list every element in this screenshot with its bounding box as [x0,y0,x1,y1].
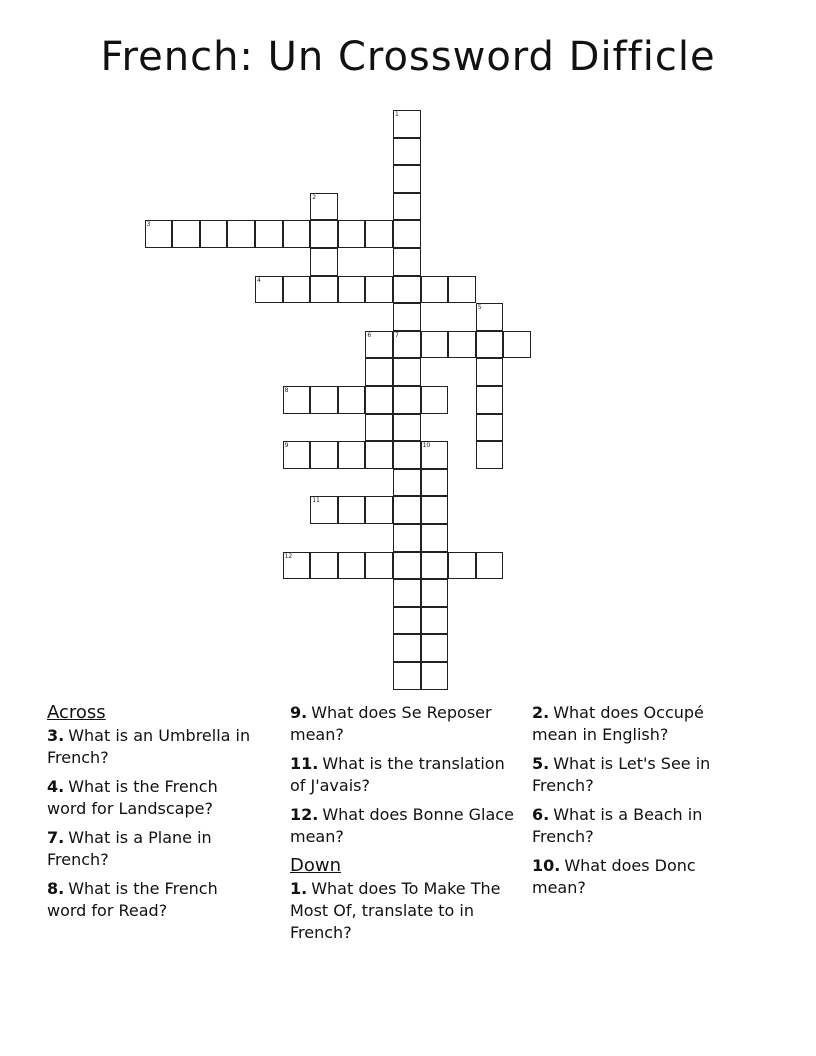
grid-cell[interactable] [421,276,449,304]
grid-cell[interactable] [283,552,311,580]
grid-cell[interactable] [200,220,228,248]
grid-cell[interactable] [338,220,366,248]
cell-number: 3 [146,221,151,229]
grid-cell[interactable] [283,220,311,248]
grid-cell[interactable] [310,220,338,248]
clue-text: What is the translation of J'avais? [290,754,505,795]
grid-cell[interactable] [393,469,421,497]
grid-cell[interactable] [421,552,449,580]
grid-cell[interactable] [448,276,476,304]
grid-cell[interactable] [421,634,449,662]
cell-number: 1 [395,111,399,118]
clue-item [532,855,752,899]
grid-cell[interactable] [448,331,476,359]
grid-cell[interactable] [365,386,393,414]
grid-cell[interactable] [227,220,255,248]
grid-cell[interactable] [338,552,366,580]
grid-cell[interactable] [393,496,421,524]
clue-text: What is the French word for Landscape? [47,777,218,818]
grid-cell[interactable] [172,220,200,248]
grid-cell[interactable] [421,386,449,414]
clue-number: 9. [290,703,308,722]
grid-cell[interactable] [476,414,504,442]
clues-column-2 [290,702,525,951]
grid-cell[interactable] [421,441,449,469]
clue-text: What is a Beach in French? [532,805,703,846]
clue-item [47,725,262,769]
grid-cell[interactable] [393,276,421,304]
clues-column-1 [47,702,262,929]
cell-number: 5 [477,304,482,312]
clue-number: 6. [532,805,550,824]
clue-item [290,878,525,944]
clue-text: What does Bonne Glace mean? [290,805,514,846]
grid-cell[interactable] [476,552,504,580]
grid-cell[interactable] [503,331,531,359]
clue-list [532,702,752,899]
grid-cell[interactable] [310,386,338,414]
cell-number: 10 [422,442,431,450]
grid-cell[interactable] [310,552,338,580]
clues-column-3 [532,702,752,906]
grid-cell[interactable] [393,138,421,166]
clue-item [47,827,262,871]
grid-cell[interactable] [310,276,338,304]
grid-cell[interactable] [310,193,338,221]
grid-cell[interactable] [393,414,421,442]
cell-number: 7 [395,331,399,339]
grid-cell[interactable] [255,220,283,248]
grid-cell[interactable] [393,634,421,662]
grid-cell[interactable] [365,331,393,359]
clue-text: What does Donc mean? [532,856,696,897]
cell-number: 12 [284,552,293,560]
clue-item [290,702,525,746]
clue-list [47,725,262,922]
clue-text: What does To Make The Most Of, translate to in French? [290,879,501,942]
clue-text: What does Occupé mean in English? [532,703,704,744]
grid-cell[interactable] [393,110,421,138]
grid-cell[interactable] [421,524,449,552]
clue-number: 8. [47,879,65,898]
grid-cell[interactable] [310,496,338,524]
grid-cell[interactable] [393,579,421,607]
clue-number: 12. [290,805,319,824]
clue-list [290,878,525,944]
clue-text: What is the French word for Read? [47,879,218,920]
clue-item [47,776,262,820]
clue-number: 4. [47,777,65,796]
clue-text: What is an Umbrella in French? [47,726,251,767]
grid-cell[interactable] [393,607,421,635]
clue-item [532,753,752,797]
grid-cell[interactable] [393,303,421,331]
clue-number: 7. [47,828,65,847]
grid-cell[interactable] [338,496,366,524]
clue-item [290,753,525,797]
clue-number: 1. [290,879,308,898]
clue-item [290,804,525,848]
grid-cell[interactable] [145,220,173,248]
clue-number: 2. [532,703,550,722]
clue-item [532,804,752,848]
clue-text: What is Let's See in French? [532,754,711,795]
grid-cell[interactable] [476,441,504,469]
clue-text: What is a Plane in French? [47,828,212,869]
clue-item [532,702,752,746]
grid-cell[interactable] [365,220,393,248]
cell-number: 4 [257,276,261,284]
grid-cell[interactable] [393,165,421,193]
clue-number: 5. [532,754,550,773]
grid-cell[interactable] [393,248,421,276]
grid-cell[interactable] [393,662,421,690]
grid-cell[interactable] [365,276,393,304]
grid-cell[interactable] [255,276,283,304]
grid-cell[interactable] [448,552,476,580]
grid-cell[interactable] [393,331,421,359]
grid-cell[interactable] [338,441,366,469]
grid-cell[interactable] [365,496,393,524]
cell-number: 9 [284,442,289,450]
across-heading: Across [47,702,106,723]
grid-cell[interactable] [476,358,504,386]
grid-cell[interactable] [283,441,311,469]
clue-list [290,702,525,848]
cell-number: 6 [367,331,372,339]
grid-cell[interactable] [393,220,421,248]
puzzle-title: French: Un Crossword Difficle [100,34,716,80]
grid-cell[interactable] [283,386,311,414]
grid-cell[interactable] [421,607,449,635]
grid-cell[interactable] [421,662,449,690]
grid-cell[interactable] [421,496,449,524]
grid-cell[interactable] [476,386,504,414]
grid-cell[interactable] [310,441,338,469]
down-heading: Down [290,855,342,876]
cell-number: 2 [312,193,317,201]
grid-cell[interactable] [393,524,421,552]
grid-cell[interactable] [338,386,366,414]
clue-number: 3. [47,726,65,745]
grid-cell[interactable] [338,276,366,304]
cell-number: 11 [312,497,320,505]
clue-number: 10. [532,856,561,875]
grid-cell[interactable] [421,469,449,497]
grid-cell[interactable] [365,441,393,469]
grid-cell[interactable] [393,441,421,469]
grid-cell[interactable] [393,358,421,386]
grid-cell[interactable] [421,331,449,359]
grid-cell[interactable] [365,358,393,386]
grid-cell[interactable] [393,386,421,414]
grid-cell[interactable] [310,248,338,276]
grid-cell[interactable] [421,579,449,607]
cell-number: 8 [284,387,289,394]
grid-cell[interactable] [365,414,393,442]
grid-cell[interactable] [393,193,421,221]
grid-cell[interactable] [476,303,504,331]
grid-cell[interactable] [476,331,504,359]
grid-cell[interactable] [365,552,393,580]
clue-text: What does Se Reposer mean? [290,703,492,744]
grid-cell[interactable] [393,552,421,580]
clue-item [47,878,262,922]
clue-number: 11. [290,754,319,773]
grid-cell[interactable] [283,276,311,304]
